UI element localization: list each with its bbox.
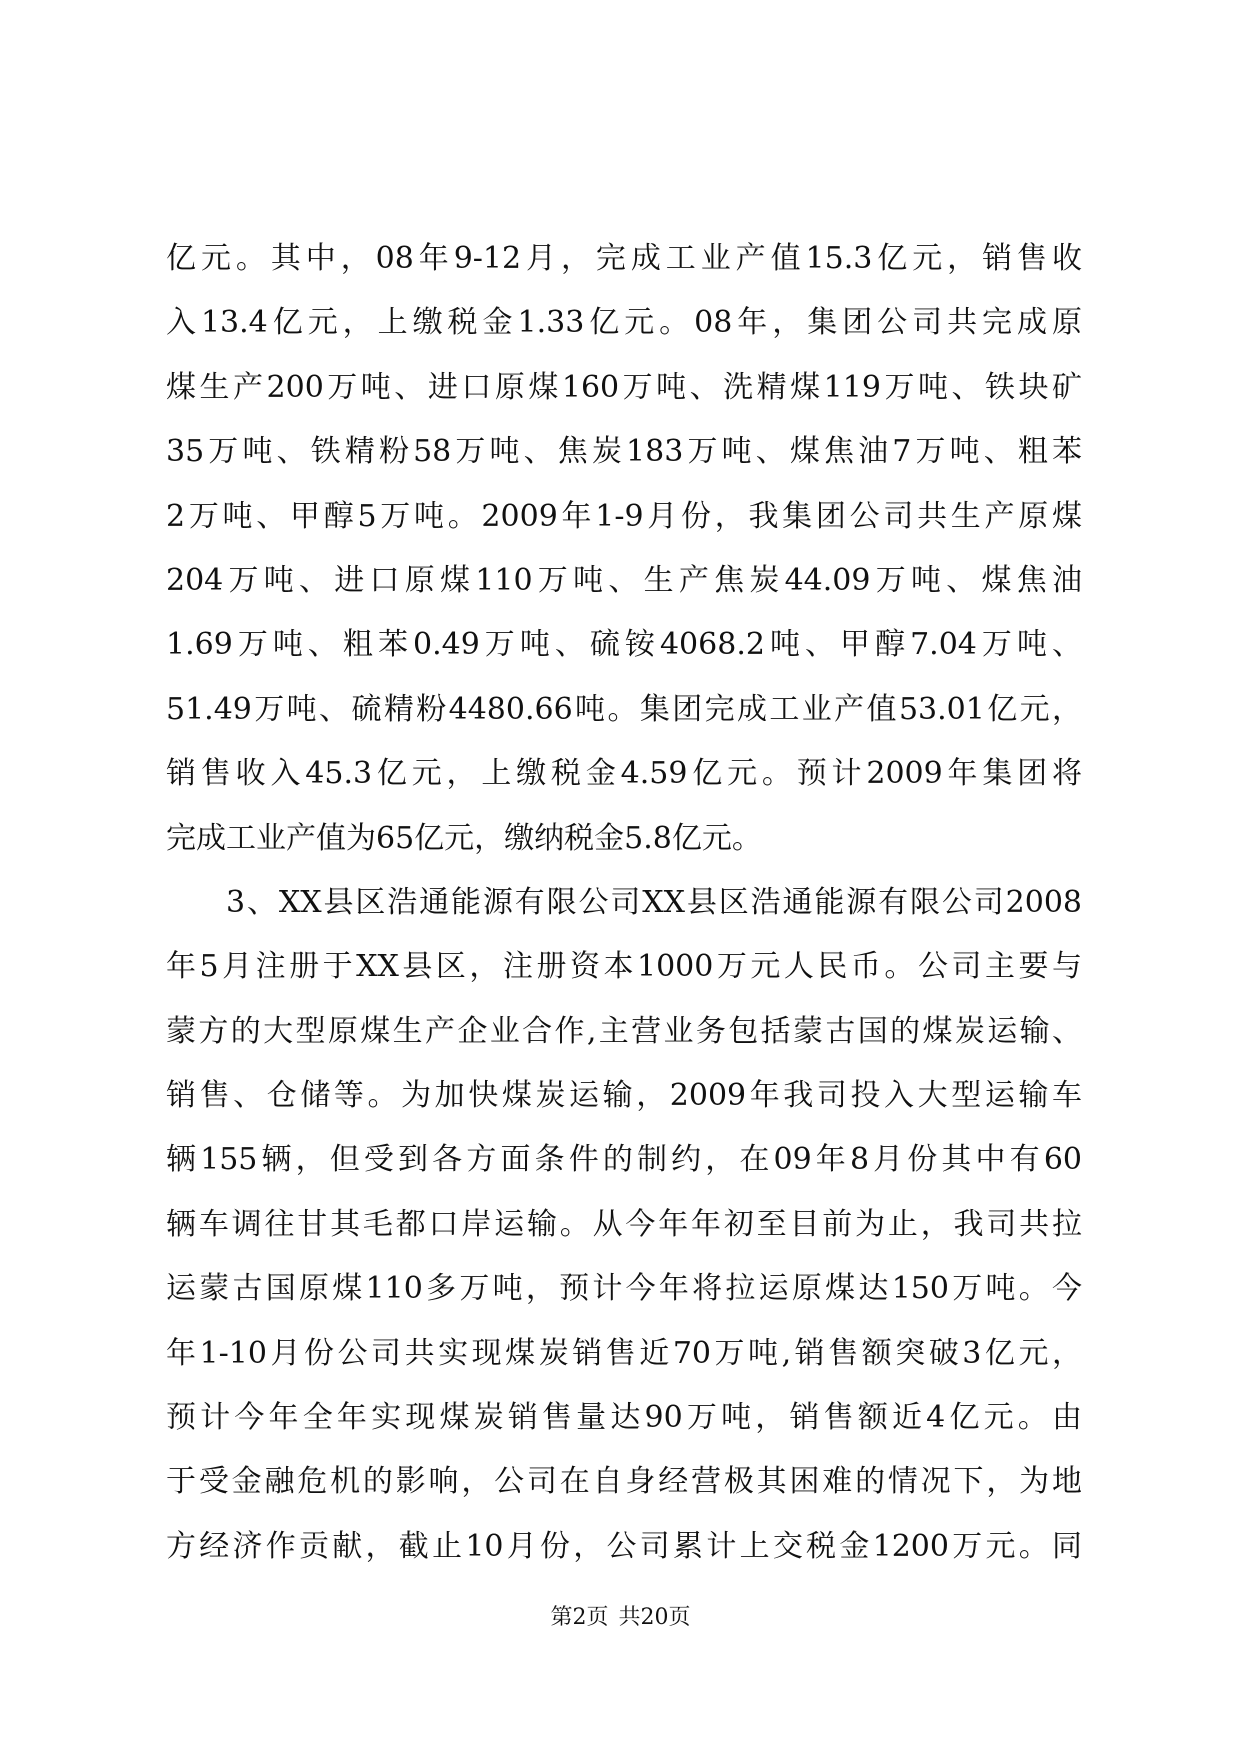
text-line: 年1-10月份公司共实现煤炭销售近70万吨,销售额突破3亿元， <box>166 1335 1082 1371</box>
text-line: 入13.4亿元，上缴税金1.33亿元。08年，集团公司共完成原 <box>166 305 1082 341</box>
body-text <box>166 227 1082 1579</box>
page-footer <box>0 1603 1241 1633</box>
text-line: 运蒙古国原煤110多万吨，预计今年将拉运原煤达150万吨。今 <box>166 1271 1082 1307</box>
text-line: 35万吨、铁精粉58万吨、焦炭183万吨、煤焦油7万吨、粗苯 <box>166 434 1082 470</box>
text-line: 销售收入45.3亿元，上缴税金4.59亿元。预计2009年集团将 <box>166 756 1082 792</box>
text-line: 预计今年全年实现煤炭销售量达90万吨，销售额近4亿元。由 <box>166 1400 1082 1436</box>
text-line: 煤生产200万吨、进口原煤160万吨、洗精煤119万吨、铁块矿 <box>166 369 1082 405</box>
text-line: 年5月注册于XX县区，注册资本1000万元人民币。公司主要与 <box>166 949 1082 985</box>
page-number: 第2页 <box>550 1605 609 1630</box>
text-line: 1.69万吨、粗苯0.49万吨、硫铵4068.2吨、甲醇7.04万吨、 <box>166 627 1082 663</box>
text-line: 辆车调往甘其毛都口岸运输。从今年年初至目前为止，我司共拉 <box>166 1206 1082 1242</box>
text-line: 辆155辆，但受到各方面条件的制约，在09年8月份其中有60 <box>166 1142 1082 1178</box>
text-line: 方经济作贡献，截止10月份，公司累计上交税金1200万元。同 <box>166 1528 1082 1564</box>
text-line: 3、XX县区浩通能源有限公司XX县区浩通能源有限公司2008 <box>226 884 1082 920</box>
text-line: 204万吨、进口原煤110万吨、生产焦炭44.09万吨、煤焦油 <box>166 562 1082 598</box>
text-line: 2万吨、甲醇5万吨。2009年1-9月份，我集团公司共生产原煤 <box>166 498 1082 534</box>
page-total: 共20页 <box>618 1605 691 1630</box>
text-line: 销售、仓储等。为加快煤炭运输，2009年我司投入大型运输车 <box>166 1078 1082 1114</box>
text-line: 51.49万吨、硫精粉4480.66吨。集团完成工业产值53.01亿元， <box>166 691 1082 727</box>
text-line: 完成工业产值为65亿元，缴纳税金5.8亿元。 <box>166 820 762 856</box>
text-line: 亿元。其中，08年9-12月，完成工业产值15.3亿元，销售收 <box>166 241 1082 276</box>
text-line: 于受金融危机的影响，公司在自身经营极其困难的情况下，为地 <box>166 1464 1082 1500</box>
text-line: 蒙方的大型原煤生产企业合作,主营业务包括蒙古国的煤炭运输、 <box>166 1013 1082 1049</box>
